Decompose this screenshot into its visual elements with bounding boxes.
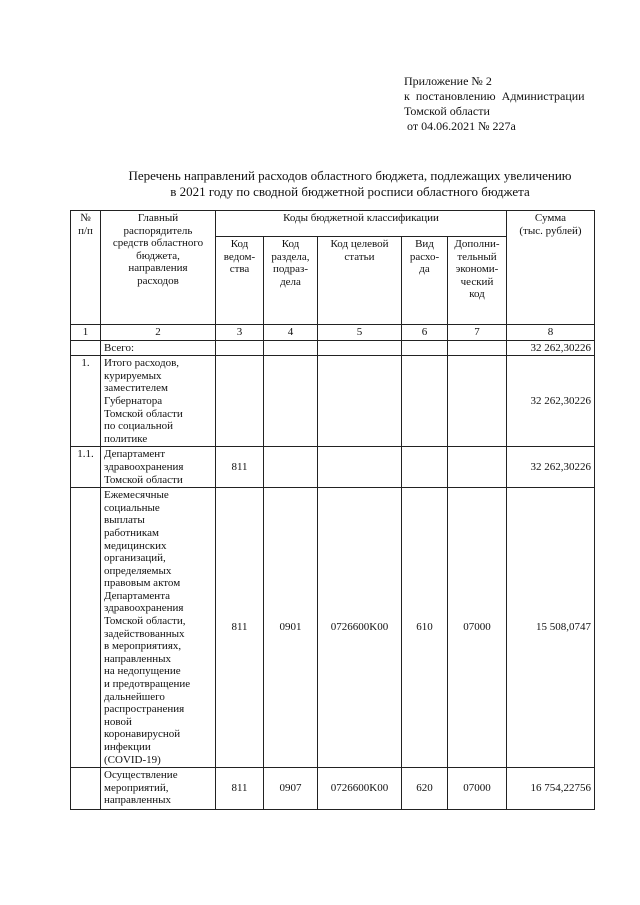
row-section-code <box>264 447 318 488</box>
row-num <box>71 768 101 810</box>
row-dept-code: 811 <box>216 447 264 488</box>
annex-line-3: Томской области <box>404 104 490 118</box>
row-expense-type <box>402 356 448 447</box>
header-dept-code: Код ведом- ства <box>216 237 264 325</box>
row-dept-code <box>216 356 264 447</box>
header-extra-code: Дополни- тельный экономи- ческий код <box>448 237 507 325</box>
row-extra-code: 07000 <box>448 488 507 768</box>
row-num: 1. <box>71 356 101 447</box>
row-name: Всего: <box>101 340 216 356</box>
column-number: 2 <box>101 325 216 341</box>
title-line-1: Перечень направлений расходов областного бюджета, подлежащих увеличению <box>128 168 572 183</box>
row-name: Итого расходов, курируемых заместителем Губернатора Томской области по социальной политике <box>101 356 216 447</box>
column-number: 1 <box>71 325 101 341</box>
table-row-total <box>71 340 595 356</box>
row-section-code: 0901 <box>264 488 318 768</box>
row-sum: 32 262,30226 <box>507 340 595 356</box>
table-row <box>71 768 595 810</box>
row-extra-code: 07000 <box>448 768 507 810</box>
row-sum: 32 262,30226 <box>507 356 595 447</box>
header-codes-group: Коды бюджетной классификации <box>216 211 507 237</box>
column-number: 7 <box>448 325 507 341</box>
row-section-code: 0907 <box>264 768 318 810</box>
header-expense-type: Вид расхо- да <box>402 237 448 325</box>
row-num <box>71 340 101 356</box>
document-title <box>80 168 620 200</box>
row-extra-code <box>448 447 507 488</box>
row-name: Ежемесячные социальные выплаты работникам медицинских организаций, определяемых правовым актом Департамента здравоохранения Томской области, задействованных в мероприятиях, направленных на недопущение и предотвращение дальнейшего распространения новой коронавирусной инфекции (COVID-19) <box>101 488 216 768</box>
row-section-code <box>264 340 318 356</box>
row-dept-code: 811 <box>216 488 264 768</box>
column-number: 5 <box>318 325 402 341</box>
row-target-code <box>318 447 402 488</box>
header-section-code: Код раздела, подраз- дела <box>264 237 318 325</box>
column-number: 3 <box>216 325 264 341</box>
table-row <box>71 447 595 488</box>
budget-table <box>70 210 595 810</box>
row-dept-code <box>216 340 264 356</box>
column-number: 8 <box>507 325 595 341</box>
row-extra-code <box>448 340 507 356</box>
header-row-1 <box>71 211 595 237</box>
row-expense-type: 620 <box>402 768 448 810</box>
header-num: № п/п <box>71 211 101 325</box>
column-number: 6 <box>402 325 448 341</box>
row-sum: 15 508,0747 <box>507 488 595 768</box>
row-target-code <box>318 356 402 447</box>
row-sum: 32 262,30226 <box>507 447 595 488</box>
annex-header <box>404 74 585 134</box>
header-sum: Сумма (тыс. рублей) <box>507 211 595 325</box>
row-dept-code: 811 <box>216 768 264 810</box>
row-target-code <box>318 340 402 356</box>
header-target-code: Код целевой статьи <box>318 237 402 325</box>
annex-line-1: Приложение № 2 <box>404 74 492 88</box>
annex-line-4: от 04.06.2021 № 227а <box>404 119 516 133</box>
table-row <box>71 488 595 768</box>
row-name: Департамент здравоохранения Томской области <box>101 447 216 488</box>
row-extra-code <box>448 356 507 447</box>
row-section-code <box>264 356 318 447</box>
row-num: 1.1. <box>71 447 101 488</box>
row-expense-type <box>402 447 448 488</box>
row-sum: 16 754,22756 <box>507 768 595 810</box>
row-target-code: 0726600K00 <box>318 768 402 810</box>
row-num <box>71 488 101 768</box>
annex-line-2: к постановлению Администрации <box>404 89 585 103</box>
row-name: Осуществление мероприятий, направленных <box>101 768 216 810</box>
table-row <box>71 356 595 447</box>
header-distributor: Главный распорядитель средств областного бюджета, направления расходов <box>101 211 216 325</box>
row-target-code: 0726600K00 <box>318 488 402 768</box>
title-line-2: в 2021 году по сводной бюджетной росписи областного бюджета <box>170 184 530 199</box>
row-expense-type <box>402 340 448 356</box>
row-expense-type: 610 <box>402 488 448 768</box>
column-number: 4 <box>264 325 318 341</box>
column-numbers-row <box>71 325 595 341</box>
